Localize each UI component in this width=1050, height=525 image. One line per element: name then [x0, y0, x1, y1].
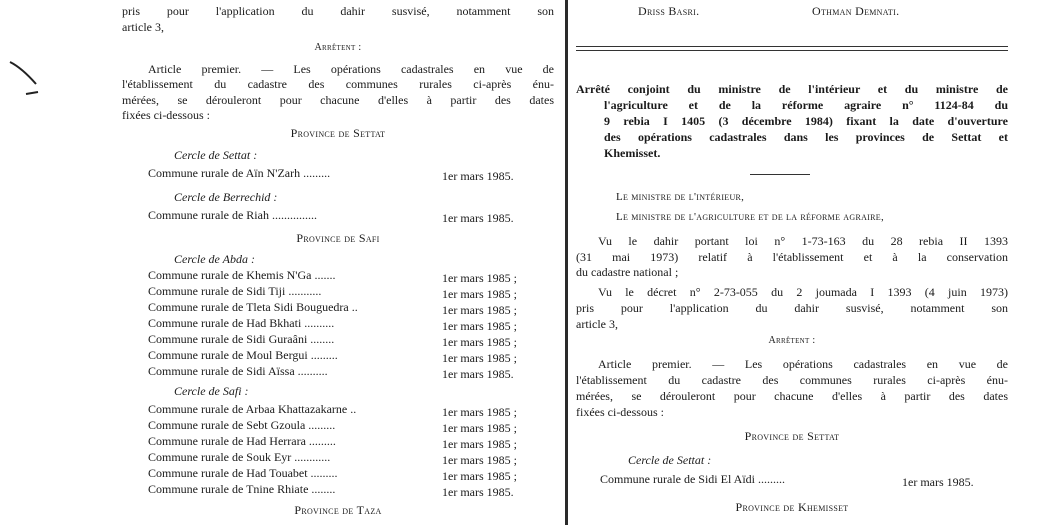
- commune-date: 1er mars 1985 ;: [442, 351, 517, 365]
- commune-name: Commune rurale de Sebt Gzoula .........: [148, 418, 336, 432]
- commune-name: Commune rurale de Had Bkhati ..........: [148, 316, 335, 330]
- province-heading-safi: Province de Safi: [296, 231, 380, 245]
- commune-name: Commune rurale de Moul Bergui .........: [148, 348, 338, 362]
- text-line: pris pour l'application du dahir susvisé, notamment son: [122, 4, 554, 18]
- cercle-heading-safi: Cercle de Safi :: [174, 384, 249, 398]
- commune-date: 1er mars 1985 ;: [442, 287, 517, 301]
- commune-entry: [148, 208, 514, 225]
- decree-title-line: l'agriculture et de la réforme agraire n° 1124-84 du: [604, 98, 1008, 112]
- commune-entry: [148, 332, 517, 349]
- minister-interior: Le ministre de l'intérieur,: [616, 191, 745, 203]
- commune-date: 1er mars 1985 ;: [442, 303, 517, 317]
- province-heading-taza: Province de Taza: [294, 503, 382, 517]
- commune-date: 1er mars 1985 ;: [442, 319, 517, 333]
- decree-title-line: Khemisset.: [604, 146, 661, 160]
- commune-date: 1er mars 1985.: [442, 367, 514, 381]
- cercle-heading-settat: Cercle de Settat :: [628, 453, 712, 467]
- column-divider: [565, 0, 568, 525]
- commune-entry: [148, 284, 517, 301]
- decree-title-line: Arrêté conjoint du ministre de l'intérieur et du ministre de: [576, 82, 1008, 96]
- vu-line: du cadastre national ;: [576, 265, 679, 279]
- commune-entry: [148, 348, 517, 365]
- commune-entry: [148, 434, 517, 451]
- article-line: Article premier. — Les opérations cadastrales en vue de: [148, 62, 554, 76]
- commune-date: 1er mars 1985 ;: [442, 437, 517, 451]
- province-heading-settat: Province de Settat: [290, 126, 386, 140]
- commune-name: Commune rurale de Aïn N'Zarh .........: [148, 166, 331, 180]
- separator-rule: [576, 50, 1008, 51]
- decree-title-line: 9 rebia I 1405 (3 décembre 1984) fixant la date d'ouverture: [604, 114, 1008, 128]
- cercle-heading-settat: Cercle de Settat :: [174, 148, 258, 162]
- decree-title-line: des opérations cadastrales dans les provinces de Settat et: [604, 130, 1008, 144]
- commune-date: 1er mars 1985 ;: [442, 335, 517, 349]
- province-heading-khemisset: Province de Khemisset: [735, 500, 849, 514]
- commune-entry: [148, 364, 514, 381]
- commune-name: Commune rurale de Sidi El Aïdi .........: [600, 472, 785, 486]
- text-line: article 3,: [122, 20, 164, 34]
- commune-date: 1er mars 1985 ;: [442, 421, 517, 435]
- vu-line: pris pour l'application du dahir susvisé, notamment son: [576, 301, 1008, 315]
- article-line: l'établissement du cadastre des communes rurales ci-après énu-: [576, 373, 1008, 387]
- article-line: l'établissement du cadastre des communes rurales ci-après énu-: [122, 77, 554, 91]
- vu-line: Vu le décret n° 2-73-055 du 2 joumada I 1393 (4 juin 1973): [598, 285, 1008, 299]
- vu-line: (31 mai 1973) relatif à l'établissement et à la conservation: [576, 250, 1008, 264]
- separator-rule: [576, 46, 1008, 47]
- cercle-heading-berrechid: Cercle de Berrechid :: [174, 190, 278, 204]
- commune-entry: [148, 166, 514, 183]
- signatory: Othman Demnati.: [812, 4, 900, 18]
- commune-date: 1er mars 1985 ;: [442, 271, 517, 285]
- commune-date: 1er mars 1985.: [442, 169, 514, 183]
- commune-name: Commune rurale de Had Herrara .........: [148, 434, 336, 448]
- commune-entry: [148, 268, 517, 285]
- commune-entry: [148, 482, 514, 499]
- cercle-heading-abda: Cercle de Abda :: [174, 252, 255, 266]
- signatory: Driss Basri.: [638, 4, 700, 18]
- commune-name: Commune rurale de Sidi Tiji ...........: [148, 284, 322, 298]
- vu-line: article 3,: [576, 317, 618, 331]
- commune-name: Commune rurale de Riah ...............: [148, 208, 317, 222]
- minister-agriculture: Le ministre de l'agriculture et de la réforme agraire,: [616, 211, 885, 223]
- scan-mark: [8, 58, 40, 98]
- arretent-heading: Arrêtent :: [314, 42, 362, 53]
- commune-name: Commune rurale de Had Touabet .........: [148, 466, 338, 480]
- commune-date: 1er mars 1985 ;: [442, 453, 517, 467]
- commune-name: Commune rurale de Tnine Rhiate ........: [148, 482, 336, 496]
- arretent-heading: Arrêtent :: [768, 335, 816, 346]
- commune-name: Commune rurale de Sidi Aïssa ..........: [148, 364, 328, 378]
- commune-date: 1er mars 1985 ;: [442, 405, 517, 419]
- commune-date: 1er mars 1985.: [442, 211, 514, 225]
- commune-entry: [148, 402, 517, 419]
- commune-name: Commune rurale de Khemis N'Ga .......: [148, 268, 336, 282]
- commune-date: 1er mars 1985 ;: [442, 469, 517, 483]
- commune-entry: [148, 466, 517, 483]
- vu-line: Vu le dahir portant loi n° 1-73-163 du 28 rebia II 1393: [598, 234, 1008, 248]
- commune-date: 1er mars 1985.: [902, 475, 974, 489]
- commune-name: Commune rurale de Tleta Sidi Bouguedra ..: [148, 300, 358, 314]
- article-line: mérées, se dérouleront pour chacune d'elles à partir des dates: [576, 389, 1008, 403]
- commune-name: Commune rurale de Arbaa Khattazakarne ..: [148, 402, 357, 416]
- article-line: mérées, se dérouleront pour chacune d'elles à partir des dates: [122, 93, 554, 107]
- commune-entry: [148, 300, 517, 317]
- article-line: fixées ci-dessous :: [122, 108, 210, 122]
- commune-name: Commune rurale de Sidi Guraâni ........: [148, 332, 335, 346]
- commune-entry: [600, 472, 974, 489]
- commune-date: 1er mars 1985.: [442, 485, 514, 499]
- province-heading-settat: Province de Settat: [744, 429, 840, 443]
- short-rule: [750, 174, 810, 175]
- commune-entry: [148, 450, 517, 467]
- commune-entry: [148, 316, 517, 333]
- commune-name: Commune rurale de Souk Eyr ............: [148, 450, 331, 464]
- commune-entry: [148, 418, 517, 435]
- article-line: fixées ci-dessous :: [576, 405, 664, 419]
- article-line: Article premier. — Les opérations cadastrales en vue de: [598, 357, 1008, 371]
